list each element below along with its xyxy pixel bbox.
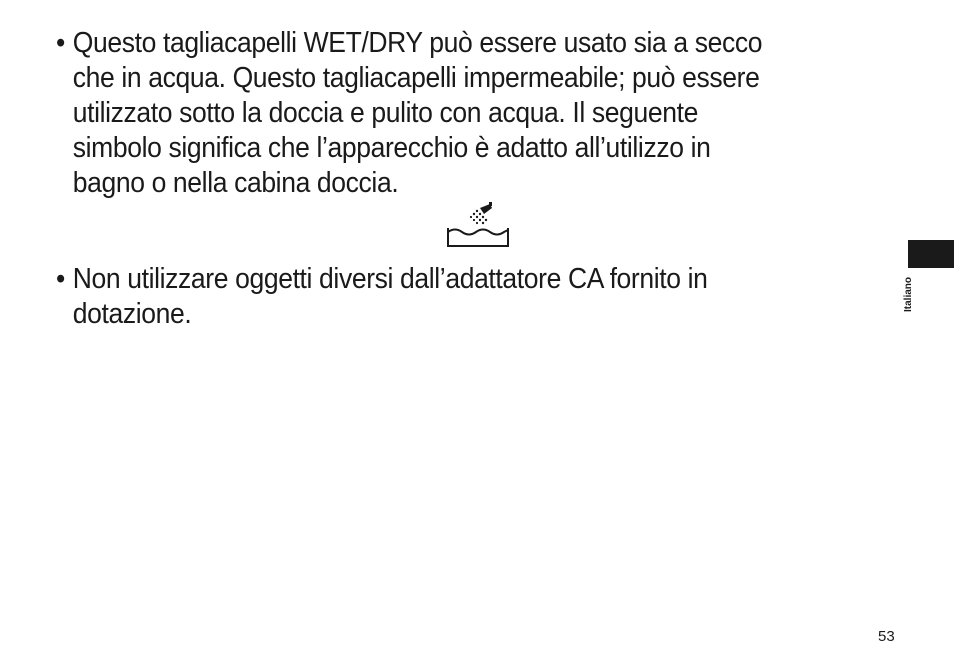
bullet-marker: • xyxy=(56,27,65,59)
bullet-line: bagno o nella cabina doccia. xyxy=(72,167,399,199)
bullet-line: utilizzato sotto la doccia e pulito con acqua. Il seguente xyxy=(72,97,699,129)
page-content xyxy=(56,26,896,201)
bullet-line: simbolo significa che l’apparecchio è adatto all’utilizzo in xyxy=(72,132,711,164)
bullet-line: che in acqua. Questo tagliacapelli impermeabile; può essere xyxy=(72,62,760,94)
bullet-item-waterproof xyxy=(56,26,891,201)
page-number: 53 xyxy=(878,628,895,645)
bullet-line: Non utilizzare oggetti diversi dall’adattatore CA fornito in xyxy=(72,263,708,295)
page-content-2 xyxy=(56,262,954,332)
bullet-line: Questo tagliacapelli WET/DRY può essere usato sia a secco xyxy=(72,27,763,59)
bullet-line: dotazione. xyxy=(72,298,192,330)
language-tab-label: Italiano xyxy=(903,276,914,312)
shower-bath-icon xyxy=(446,202,510,252)
bullet-item-adapter xyxy=(56,262,891,332)
bullet-marker: • xyxy=(56,263,65,295)
language-tab xyxy=(908,240,954,268)
